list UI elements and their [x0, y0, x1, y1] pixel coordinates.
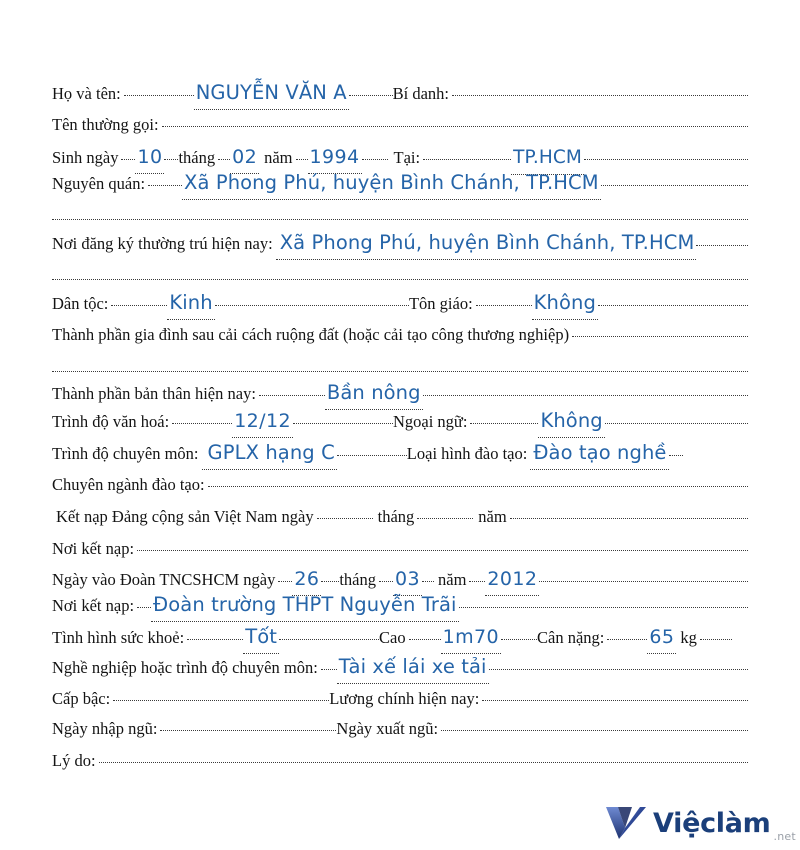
value-education-level[interactable]: 12/12	[232, 406, 293, 438]
dots	[259, 383, 325, 399]
dots	[510, 506, 748, 522]
dots	[601, 173, 748, 189]
label-rank: Cấp bậc:	[52, 689, 111, 708]
dots	[296, 147, 308, 163]
label-enlistment-date: Ngày nhập ngũ:	[52, 719, 158, 738]
row-training-major	[52, 470, 748, 500]
dots	[160, 718, 336, 734]
dots	[379, 569, 393, 585]
dots	[215, 293, 409, 309]
dots	[121, 147, 135, 163]
row-permanent-residence	[52, 228, 748, 258]
dots	[279, 627, 379, 643]
row-youth-union-place	[52, 590, 748, 620]
label-education-level: Trình độ văn hoá:	[52, 412, 170, 431]
label-discharge-date: Ngày xuất ngũ:	[336, 719, 439, 738]
dots	[293, 411, 393, 427]
dots	[317, 506, 373, 522]
dots	[137, 538, 748, 554]
label-full-name: Họ và tên:	[52, 84, 121, 103]
value-birth-place[interactable]: TP.HCM	[511, 143, 584, 175]
value-religion[interactable]: Không	[532, 288, 598, 320]
row-occupation	[52, 652, 748, 682]
label-youth-union-date: Ngày vào Đoàn TNCSHCM ngày	[52, 570, 276, 589]
label-birth-day: Sinh ngày	[52, 148, 119, 167]
dots	[172, 411, 232, 427]
dots	[99, 750, 748, 766]
dots	[337, 443, 407, 459]
dots	[148, 173, 182, 189]
row-education-language	[52, 406, 748, 436]
label-ethnicity: Dân tộc:	[52, 294, 109, 313]
label-party-admission-place: Nơi kết nạp:	[52, 539, 135, 558]
value-foreign-language[interactable]: Không	[538, 406, 604, 438]
dots	[482, 688, 748, 704]
value-youth-union-month[interactable]: 03	[393, 564, 422, 596]
label-training-major: Chuyên ngành đào tạo:	[52, 475, 205, 494]
value-height[interactable]: 1m70	[441, 622, 501, 654]
row-reason	[52, 746, 748, 776]
label-party-month: tháng	[377, 507, 415, 526]
label-health: Tình hình sức khoẻ:	[52, 628, 185, 647]
dots	[409, 627, 441, 643]
row-family-class	[52, 320, 748, 350]
continuation-line-family-class	[52, 369, 748, 372]
row-full-name	[52, 78, 748, 108]
dots	[278, 569, 292, 585]
dots	[669, 443, 683, 459]
dots	[459, 595, 748, 611]
label-height: Cao	[379, 628, 406, 647]
row-common-name	[52, 110, 748, 140]
logo-tld: .net	[773, 830, 796, 843]
label-youth-union-place: Nơi kết nạp:	[52, 596, 135, 615]
dots	[469, 569, 485, 585]
value-occupation[interactable]: Tài xế lái xe tải	[337, 652, 489, 684]
label-weight: Cân nặng:	[536, 628, 605, 647]
label-youth-union-year: năm	[438, 570, 467, 589]
dots	[607, 627, 647, 643]
value-hometown[interactable]: Xã Phong Phú, huyện Bình Chánh, TP.HCM	[182, 168, 601, 200]
value-training-type[interactable]: Đào tạo nghề	[530, 438, 668, 470]
label-birth-year: năm	[264, 148, 293, 167]
value-birth-year[interactable]: 1994	[308, 142, 362, 174]
row-party-admission-place	[52, 534, 748, 564]
vieclam-logo[interactable]	[606, 800, 796, 846]
dots	[476, 293, 532, 309]
dots	[501, 627, 537, 643]
dots	[489, 657, 748, 673]
label-weight-unit: kg	[680, 628, 697, 647]
row-rank-salary	[52, 684, 748, 714]
row-personal-class	[52, 378, 748, 408]
label-birth-month: tháng	[178, 148, 216, 167]
dots	[362, 147, 388, 163]
continuation-line-hometown	[52, 217, 748, 220]
dots	[422, 569, 434, 585]
dots	[441, 718, 748, 734]
dots	[321, 657, 337, 673]
logo-wordmark: Việclàm	[653, 807, 771, 839]
value-youth-union-place[interactable]: Đoàn trường THPT Nguyễn Trãi	[151, 590, 459, 622]
label-party-year: năm	[478, 507, 507, 526]
value-youth-union-day[interactable]: 26	[292, 564, 321, 596]
dots	[700, 627, 732, 643]
dots	[572, 324, 748, 340]
label-current-salary: Lương chính hiện nay:	[329, 689, 480, 708]
check-v-mark-icon	[606, 806, 646, 840]
dots	[452, 83, 748, 99]
dots	[605, 411, 748, 427]
label-reason: Lý do:	[52, 751, 96, 770]
dots	[539, 569, 748, 585]
value-professional-level[interactable]: GPLX hạng C	[202, 438, 337, 470]
label-professional-level: Trình độ chuyên môn:	[52, 444, 199, 463]
value-birth-month[interactable]: 02	[230, 142, 259, 174]
label-youth-union-month: tháng	[339, 570, 377, 589]
label-religion: Tôn giáo:	[408, 294, 473, 313]
value-birth-day[interactable]: 10	[135, 142, 164, 174]
dots	[137, 595, 151, 611]
label-training-type: Loại hình đào tạo:	[406, 444, 528, 463]
continuation-line-residence	[52, 277, 748, 280]
label-permanent-residence: Nơi đăng ký thường trú hiện nay:	[52, 234, 273, 253]
label-alias: Bí danh:	[392, 84, 449, 103]
dots	[321, 569, 339, 585]
value-permanent-residence[interactable]: Xã Phong Phú, huyện Bình Chánh, TP.HCM	[276, 228, 697, 260]
dots	[417, 506, 473, 522]
row-ethnicity-religion	[52, 288, 748, 318]
dots	[162, 114, 748, 130]
dots	[113, 688, 329, 704]
dots	[164, 147, 178, 163]
label-hometown: Nguyên quán:	[52, 174, 146, 193]
label-birth-place: Tại:	[393, 148, 421, 167]
value-youth-union-year[interactable]: 2012	[485, 564, 539, 596]
row-military-service	[52, 714, 748, 744]
row-professional-training	[52, 438, 748, 468]
row-party-admission	[56, 502, 748, 532]
value-health[interactable]: Tốt	[243, 622, 279, 654]
label-party-admission: Kết nạp Đảng cộng sản Việt Nam ngày	[56, 507, 314, 526]
value-weight[interactable]: 65	[647, 622, 676, 654]
label-common-name: Tên thường gọi:	[52, 115, 159, 134]
dots	[124, 83, 194, 99]
dots	[187, 627, 243, 643]
dots	[423, 383, 748, 399]
value-personal-class[interactable]: Bần nông	[325, 378, 423, 410]
value-ethnicity[interactable]: Kinh	[167, 288, 214, 320]
dots	[111, 293, 167, 309]
dots	[423, 147, 511, 163]
dots	[349, 83, 393, 99]
dots	[696, 233, 748, 249]
dots	[584, 147, 748, 163]
label-personal-class: Thành phần bản thân hiện nay:	[52, 384, 256, 403]
label-foreign-language: Ngoại ngữ:	[392, 412, 468, 431]
dots	[218, 147, 230, 163]
dots	[598, 293, 748, 309]
label-occupation: Nghề nghiệp hoặc trình độ chuyên môn:	[52, 658, 318, 677]
row-health	[52, 622, 748, 652]
label-family-class: Thành phần gia đình sau cải cách ruộng đất (hoặc cải tạo công thương nghiệp)	[52, 325, 570, 344]
dots	[470, 411, 538, 427]
value-full-name[interactable]: NGUYỄN VĂN A	[194, 78, 349, 110]
dots	[208, 474, 748, 490]
